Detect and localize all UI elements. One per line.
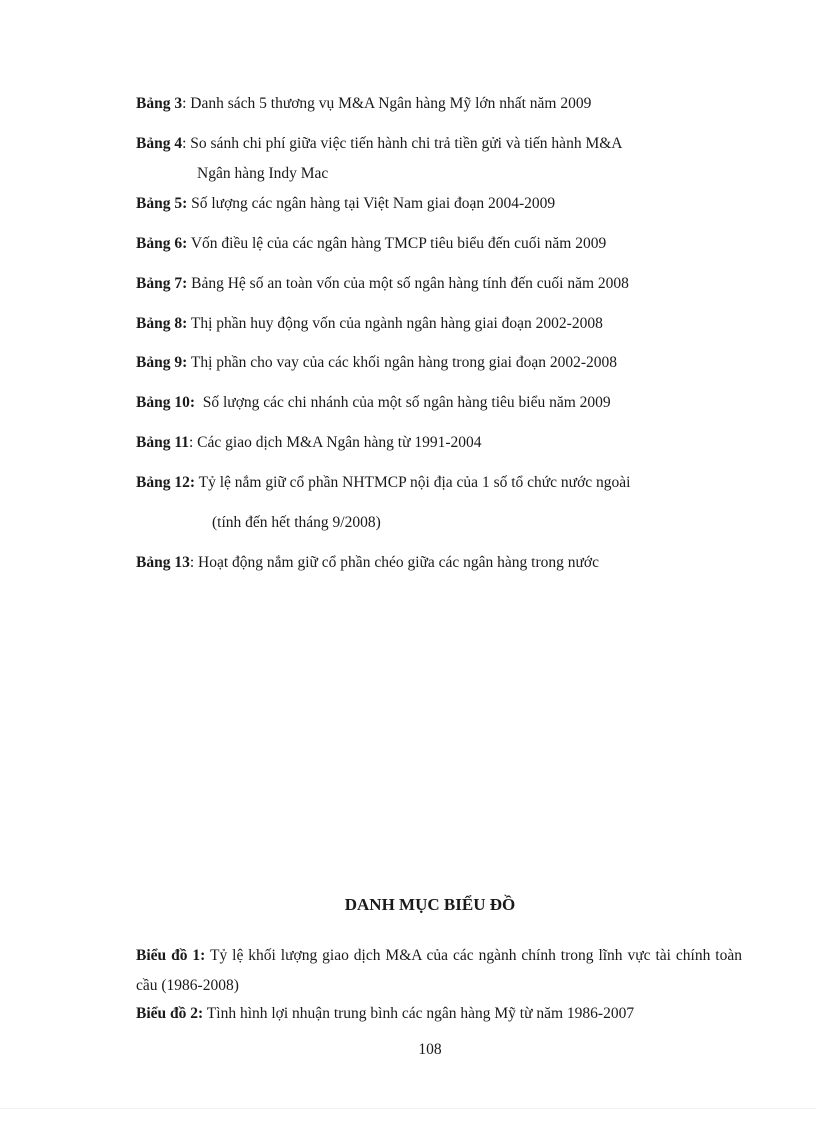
table-entry-4-continuation: Ngân hàng Indy Mac <box>197 165 329 182</box>
table-entry-4 <box>136 133 622 155</box>
table-title: So sánh chi phí giữa việc tiến hành chi trả tiền gửi và tiến hành M&A <box>190 135 623 152</box>
label-separator: : <box>182 95 191 112</box>
table-title: Vốn điều lệ của các ngân hàng TMCP tiêu biểu đến cuối năm 2009 <box>190 235 607 252</box>
table-label: Bảng 3 <box>136 95 183 112</box>
table-label: Bảng 6: <box>136 235 188 252</box>
table-label: Bảng 7: <box>136 275 188 292</box>
table-title: Thị phần huy động vốn của ngành ngân hàng giai đoạn 2002-2008 <box>190 315 603 332</box>
table-title: Thị phần cho vay của các khối ngân hàng trong giai đoạn 2002-2008 <box>190 354 617 371</box>
table-title: Số lượng các chi nhánh của một số ngân hàng tiêu biểu năm 2009 <box>202 394 611 411</box>
label-separator: : <box>182 135 191 152</box>
table-label: Bảng 9: <box>136 354 188 371</box>
table-label: Bảng 8: <box>136 315 188 332</box>
chart-title: Tỷ lệ khối lượng giao dịch M&A của các ngành chính trong lĩnh vực tài chính toàn cầu (1986-2008) <box>136 947 742 994</box>
page-number: 108 <box>418 1041 442 1058</box>
page-bottom-edge <box>0 1108 816 1109</box>
table-title: Tỷ lệ nắm giữ cổ phần NHTMCP nội địa của 1 số tổ chức nước ngoài <box>198 474 631 491</box>
chart-label: Biểu đồ 2: <box>136 1005 204 1022</box>
label-separator <box>195 394 203 411</box>
chart-list-heading: DANH MỤC BIỂU ĐỒ <box>344 895 516 914</box>
table-title: Danh sách 5 thương vụ M&A Ngân hàng Mỹ lớn nhất năm 2009 <box>190 95 592 112</box>
table-title: Hoạt động nắm giữ cổ phần chéo giữa các ngân hàng trong nước <box>198 554 600 571</box>
table-title: Số lượng các ngân hàng tại Việt Nam giai đoạn 2004-2009 <box>191 195 556 212</box>
table-entry-12 <box>136 472 630 494</box>
chart-entry-1 <box>136 941 742 1001</box>
chart-title: Tình hình lợi nhuận trung bình các ngân hàng Mỹ từ năm 1986-2007 <box>206 1005 635 1022</box>
table-title: Bảng Hệ số an toàn vốn của một số ngân hàng tính đến cuối năm 2008 <box>191 275 629 292</box>
table-entry-13 <box>136 552 599 574</box>
table-entry-5 <box>136 193 555 215</box>
table-label: Bảng 11 <box>136 434 189 451</box>
table-entry-11 <box>136 432 482 454</box>
table-label: Bảng 5: <box>136 195 188 212</box>
table-label: Bảng 13 <box>136 554 190 571</box>
table-label: Bảng 12: <box>136 474 195 491</box>
table-entry-8 <box>136 313 603 335</box>
table-entry-12-continuation: (tính đến hết tháng 9/2008) <box>212 514 381 531</box>
table-entry-9 <box>136 352 617 374</box>
table-label: Bảng 4 <box>136 135 183 152</box>
chart-entry-2 <box>136 1003 742 1025</box>
table-entry-7 <box>136 273 629 295</box>
table-entry-3 <box>136 93 591 115</box>
table-title: Các giao dịch M&A Ngân hàng từ 1991-2004 <box>197 434 482 451</box>
table-entry-6 <box>136 233 606 255</box>
label-separator: : <box>188 434 198 451</box>
table-label: Bảng 10: <box>136 394 195 411</box>
table-entry-10 <box>136 392 611 414</box>
chart-label: Biểu đồ 1: <box>136 947 206 964</box>
label-separator: : <box>189 554 199 571</box>
